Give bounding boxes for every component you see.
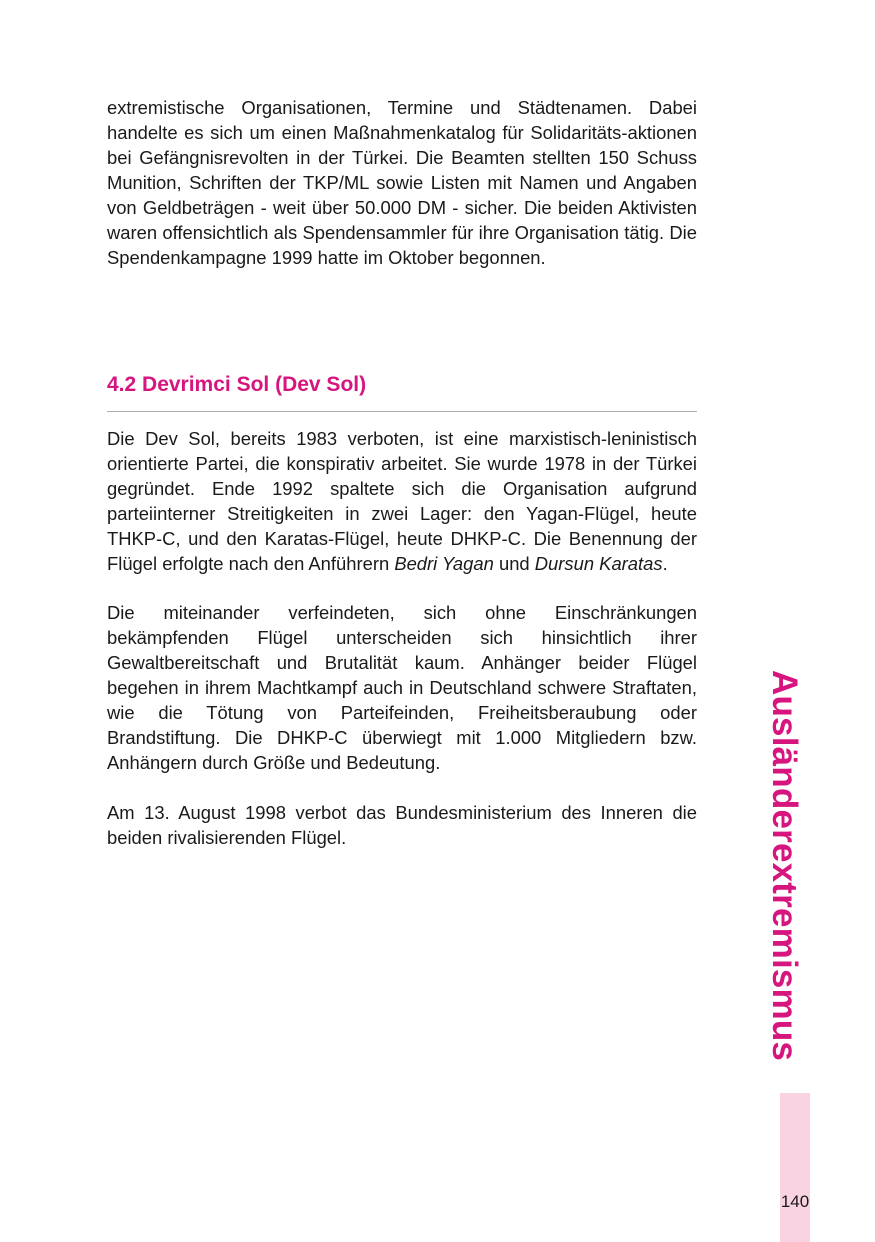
devsol-period: . [662,553,668,574]
wings-paragraph: Die miteinander verfeindeten, sich ohne Einschränkungen bekämpfenden Flügel unterscheiden sich hinsichtlich ihrer Gewaltbereitschaft und Brutalität kaum. Anhänger beider Flügel begehen in ihrem Machtkampf auch in Deutschland schwere Straftaten, wie die Tötung von Parteifeinden, Freiheitsberaubung oder Brandstiftung. Die DHKP-C überwiegt mit 1.000 Mitgliedern bzw. Anhängern durch Größe und Bedeutung. [107,602,697,773]
leader-name-yagan: Bedri Yagan [394,553,494,574]
ban-paragraph: Am 13. August 1998 verbot das Bundesministerium des Inneren die beiden rivalisierenden Flügel. [107,802,697,848]
devsol-paragraph [107,426,697,576]
page-number: 140 [780,1192,810,1211]
leader-name-karatas: Dursun Karatas [534,553,663,574]
heading-divider [107,411,697,412]
chapter-side-title [748,670,820,1062]
page-tab [780,1093,810,1242]
devsol-text: Die Dev Sol, bereits 1983 verboten, ist eine marxistisch-leninistisch orientierte Partei, die konspirativ arbeitet. Sie wurde 1978 in der Türkei gegründet. Ende 1992 spaltete sich die Organisation aufgrund parteiinterner Streitigkeiten in zwei Lager: den Yagan-Flügel, heute THKP-C, und den Karatas-Flügel, heute DHKP-C. Die Benennung der Flügel erfolgte nach den Anführern [107,428,697,574]
devsol-and: und [498,553,530,574]
section-heading: 4.2 Devrimci Sol (Dev Sol) [107,373,367,396]
chapter-title-text: Ausländerextremismus [765,670,804,1062]
intro-paragraph: extremistische Organisationen, Termine und Städtenamen. Dabei handelte es sich um einen Maßnahmenkatalog für Solidaritäts-aktionen bei Gefängnisrevolten in der Türkei. Die Beamten stellten 150 Schuss Munition, Schriften der TKP/ML sowie Listen mit Namen und Angaben von Geldbeträgen - weit über 50.000 DM - sicher. Die beiden Aktivisten waren offensichtlich als Spendensammler für ihre Organisation tätig. Die Spendenkampagne 1999 hatte im Oktober begonnen. [107,97,697,268]
